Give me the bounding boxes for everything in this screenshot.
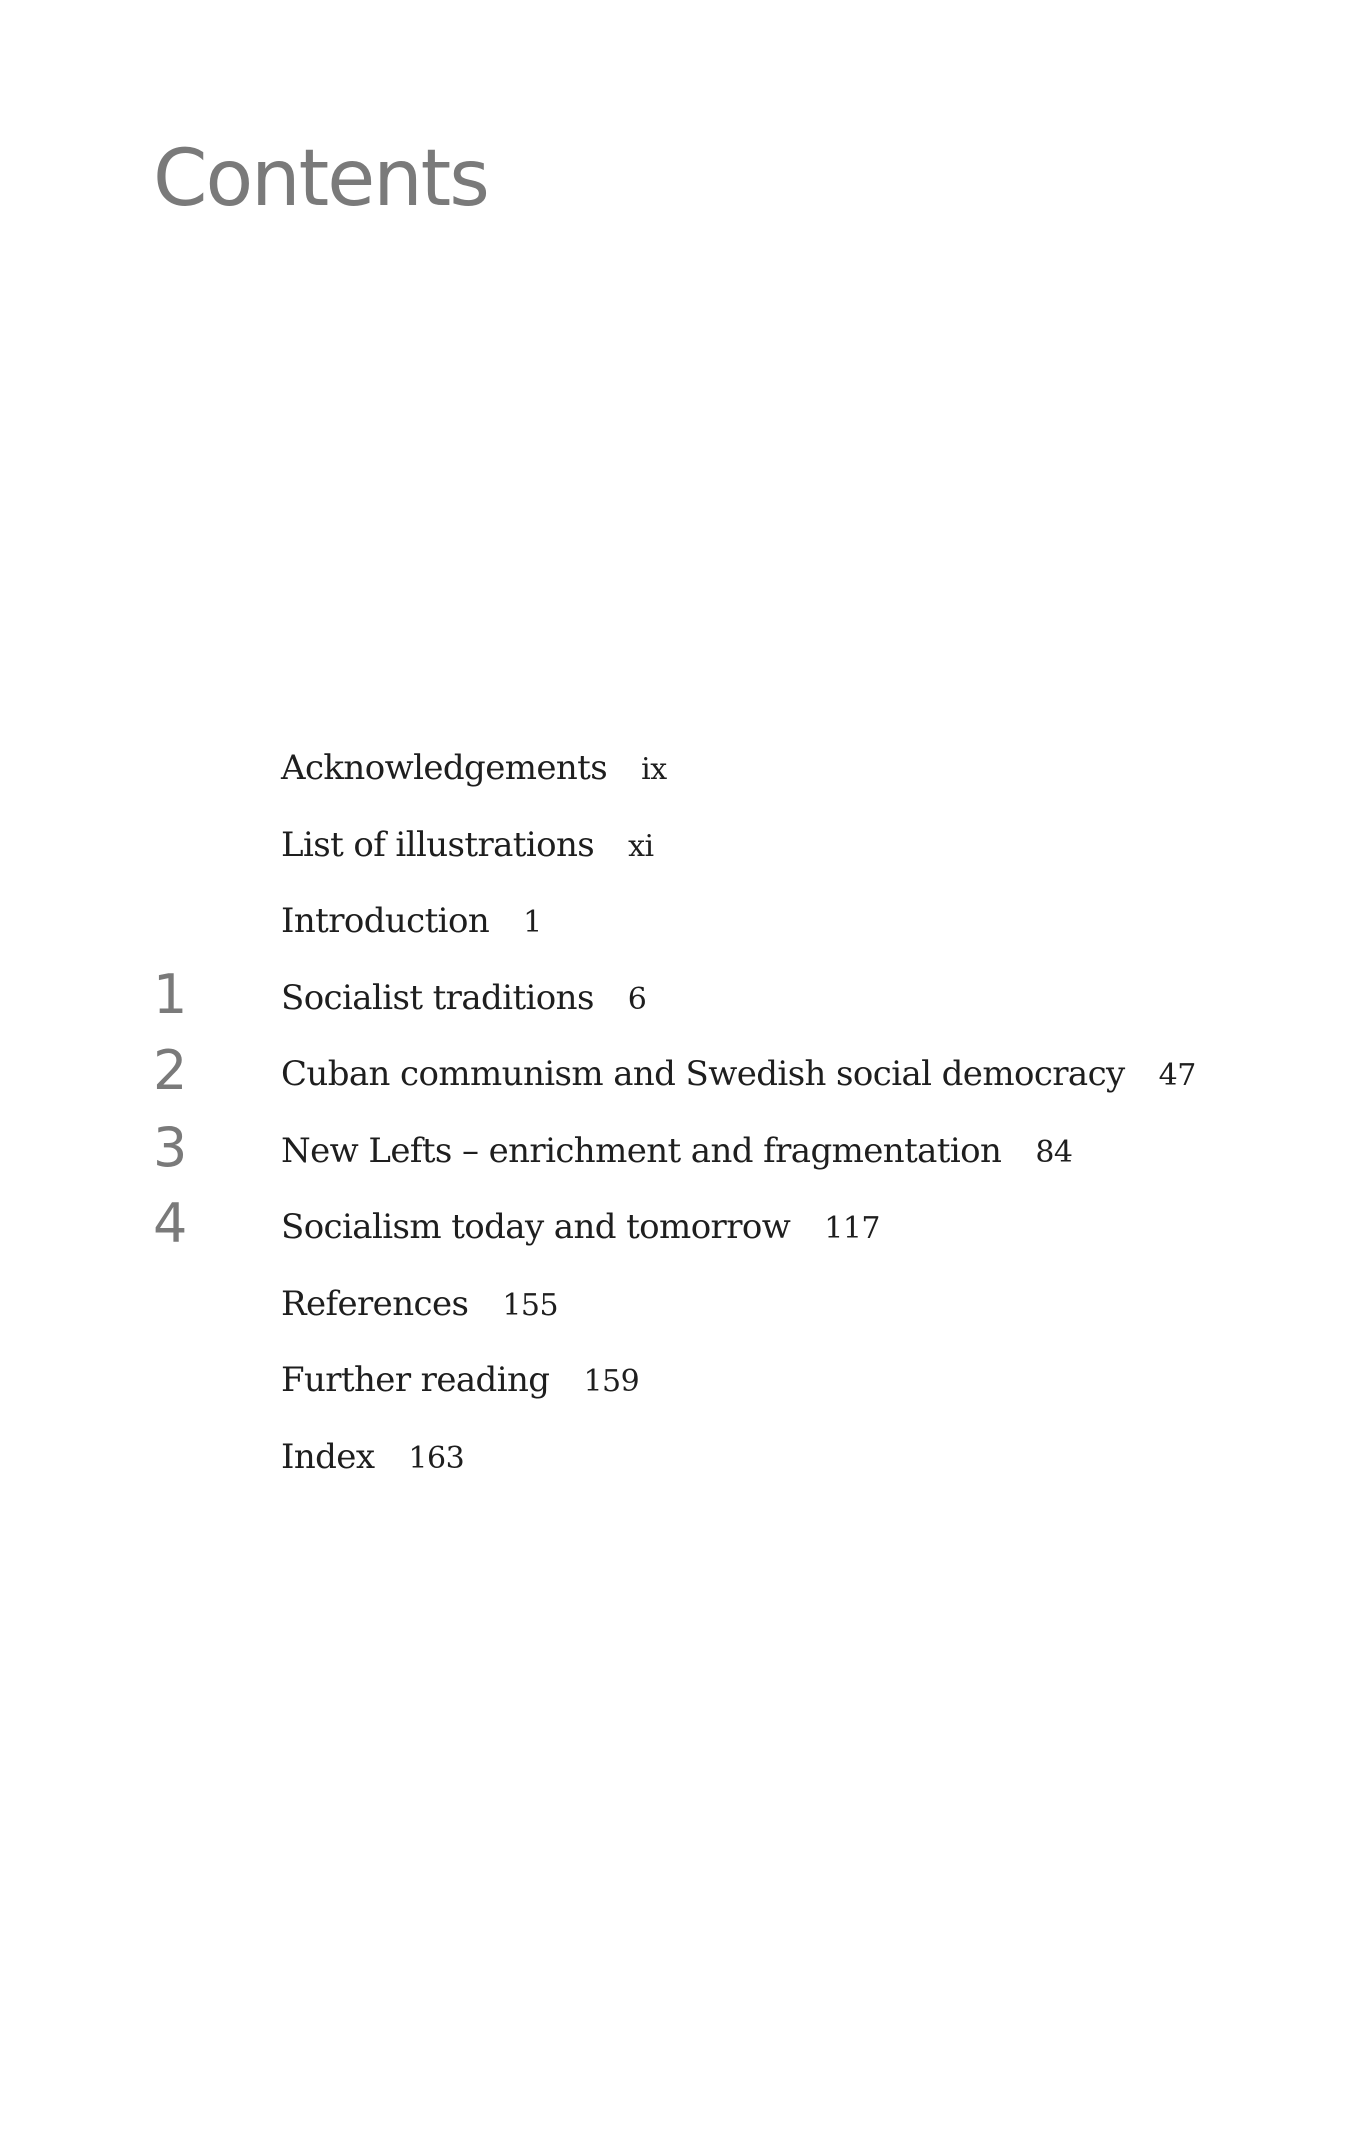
entry-page-number: xi (628, 828, 654, 864)
table-of-contents (0, 748, 1346, 1513)
page-title: Contents (153, 134, 488, 224)
entry-title: Acknowledgements ix (281, 748, 667, 788)
toc-entry-introduction[interactable] (0, 901, 1346, 978)
entry-page-number: 117 (824, 1211, 881, 1246)
entry-title: Cuban communism and Swedish social democracy 47 (281, 1054, 1196, 1094)
entry-title: Index 163 (281, 1436, 465, 1477)
chapter-number: 3 (153, 1115, 188, 1179)
toc-entry-index[interactable] (0, 1437, 1346, 1514)
entry-page-number: 159 (583, 1364, 640, 1399)
chapter-number: 2 (153, 1039, 188, 1102)
entry-title: List of illustrations xi (281, 824, 654, 865)
entry-page-number: 6 (627, 981, 647, 1017)
toc-entry-acknowledgements[interactable] (0, 748, 1346, 825)
chapter-number: 1 (153, 962, 188, 1026)
chapter-number: 4 (153, 1192, 188, 1255)
entry-title: References 155 (281, 1283, 559, 1324)
entry-page-number: ix (641, 752, 667, 787)
entry-page-number: 84 (1035, 1134, 1073, 1170)
toc-entry-chapter-3[interactable] (0, 1115, 1346, 1208)
entry-title: Socialism today and tomorrow 117 (281, 1207, 881, 1247)
entry-page-number: 163 (408, 1440, 465, 1476)
toc-entry-further-reading[interactable] (0, 1360, 1346, 1437)
toc-entry-chapter-2[interactable] (0, 1039, 1346, 1131)
entry-title: Introduction 1 (281, 901, 542, 941)
entry-page-number: 47 (1158, 1058, 1196, 1093)
toc-entry-references[interactable] (0, 1284, 1346, 1361)
entry-page-number: 155 (502, 1287, 559, 1323)
toc-entry-chapter-1[interactable] (0, 962, 1346, 1055)
toc-entry-chapter-4[interactable] (0, 1192, 1346, 1284)
entry-page-number: 1 (523, 905, 542, 940)
entry-title: New Lefts – enrichment and fragmentation 84 (281, 1130, 1073, 1171)
entry-title: Further reading 159 (281, 1360, 640, 1400)
entry-title: Socialist traditions 6 (281, 977, 647, 1018)
toc-entry-list-of-illustrations[interactable] (0, 825, 1346, 902)
